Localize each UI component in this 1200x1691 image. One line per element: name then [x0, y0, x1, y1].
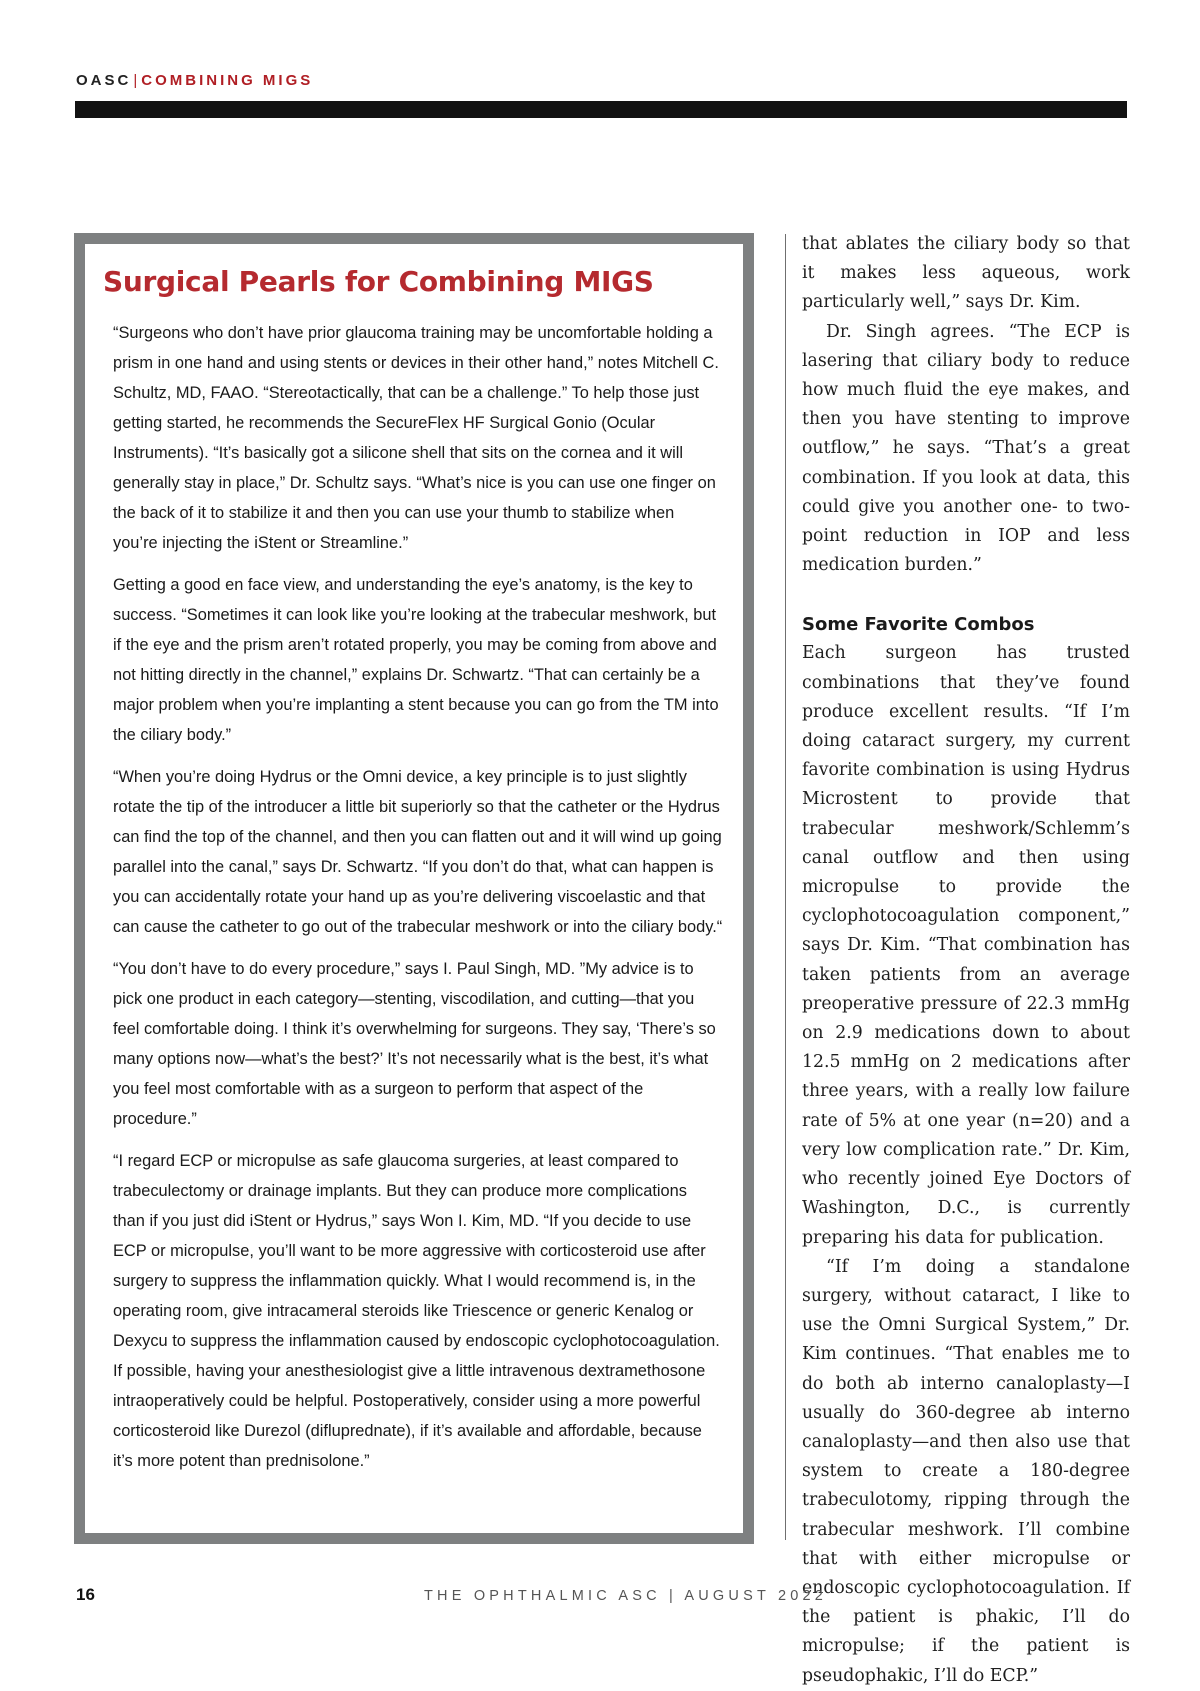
body-paragraph: Each surgeon has trusted combinations that they’ve found produce excellent results. “If I’m doing cataract surgery, my current favorite combination is using Hydrus Microstent to provide that trabecular meshwork/Schlemm’s canal outflow and then using micropulse to provide the cyclophotocoagulation component,” says Dr. Kim. “That combination has taken patients from an average preoperative pressure of 22.3 mmHg on 2.9 medications down to about 12.5 mmHg on 2 medications after three years, with a really low failure rate of 5% at one year (n=20) and a very low complication rate.” Dr. Kim, who recently joined Eye Doctors of Washington, D.C., is currently preparing his data for publication. — [802, 643, 1130, 1248]
sidebar-paragraph: “You don’t have to do every procedure,” says I. Paul Singh, MD. ”My advice is to pick one product in each category—stenting, viscodilation, and cutting—that you feel comfortable doing. I think it’s overwhelming for surgeons. They say, ‘There’s so many options now—what’s the best?’ It’s not necessarily what is the best, it’s what you feel most comfortable with as a surgeon to perform that aspect of the procedure.” — [113, 960, 716, 1128]
subhead: Some Favorite Combos — [802, 614, 1035, 636]
section-name: COMBINING MIGS — [141, 72, 314, 89]
footer-publication-name: THE OPHTHALMIC ASC — [424, 1588, 661, 1604]
sidebar-paragraph: “I regard ECP or micropulse as safe glaucoma surgeries, at least compared to trabeculectomy or drainage implants. But they can produce more complications than if you just did iStent or Hydrus,” says Won I. Kim, MD. “If you decide to use ECP or micropulse, you’ll want to be more aggressive with corticosteroid use after surgery to suppress the inflammation quickly. What I would recommend is, in the operating room, give intracameral steroids like Triescence or generic Kenalog or Dexycu to suppress the inflammation caused by endoscopic cyclophotocoagulation. If possible, having your anesthesiologist give a little intravenous dextramethosone intraoperatively could be helpful. Postoperatively, consider using a more powerful corticosteroid like Durezol (difluprednate), if it’s available and affordable, because it’s more potent than prednisolone.” — [113, 1152, 720, 1470]
sidebar-title: Surgical Pearls for Combining MIGS — [103, 265, 654, 298]
running-head — [76, 72, 313, 89]
sidebar-paragraph: “Surgeons who don’t have prior glaucoma training may be uncomfortable holding a prism in one hand and using stents or devices in their other hand,” notes Mitchell C. Schultz, MD, FAAO. “Stereotactically, that can be a challenge.” To help those just getting started, he recommends the SecureFlex HF Surgical Gonio (Ocular Instruments). “It’s basically got a silicone shell that sits on the cornea and it will generally stay in place,” Dr. Schultz says. “What’s nice is you can use one finger on the back of it to stabilize it and then you can use your thumb to stabilize when you’re injecting the iStent or Streamline.” — [113, 324, 719, 552]
body-paragraph: Dr. Singh agrees. “The ECP is lasering that ciliary body to reduce how much fluid the eye makes, and then you have stenting to improve outflow,” he says. “That’s a great combination. If you look at data, this could give you another one- to two-point reduction in IOP and less medication burden.” — [802, 321, 1130, 576]
footer-separator: | — [668, 1588, 677, 1604]
footer-issue: AUGUST 2022 — [684, 1588, 828, 1604]
page-number: 16 — [76, 1585, 95, 1604]
header-separator: | — [133, 72, 138, 89]
main-column — [802, 230, 1130, 1691]
footer-publication — [424, 1588, 827, 1604]
header-rule — [75, 101, 1127, 118]
column-divider — [785, 234, 786, 1540]
body-paragraph: “If I’m doing a standalone surgery, without cataract, I like to use the Omni Surgical System,” Dr. Kim continues. “That enables me to do both ab interno canaloplasty—I usually do 360-degree ab interno canaloplasty—and then also use that system to create a 180-degree trabeculotomy, ripping through the trabecular meshwork. I’ll combine that with either micropulse or endoscopic cyclophotocoagulation. If the patient is phakic, I’ll do micropulse; if the patient is pseudophakic, I’ll do ECP.” — [802, 1256, 1130, 1686]
sidebar-body — [113, 318, 723, 1488]
sidebar-paragraph: “When you’re doing Hydrus or the Omni device, a key principle is to just slightly rotate the tip of the introducer a little bit superiorly so that the catheter or the Hydrus can find the top of the channel, and then you can flatten out and it will wind up going parallel into the canal,” says Dr. Schwartz. “If you don’t do that, what can happen is you can accidentally rotate your hand up as you’re delivering viscoelastic and that can cause the catheter to go out of the trabecular meshwork or into the ciliary body.“ — [113, 768, 723, 936]
publication-abbrev: OASC — [76, 72, 132, 89]
sidebar-paragraph: Getting a good en face view, and understanding the eye’s anatomy, is the key to success. “Sometimes it can look like you’re looking at the trabecular meshwork, but if the eye and the prism aren’t rotated properly, you may be coming from above and not hitting directly in the channel,” explains Dr. Schwartz. “That can certainly be a major problem when you’re implanting a stent because you can go from the TM into the ciliary body.” — [113, 576, 719, 744]
body-paragraph: that ablates the ciliary body so that it makes less aqueous, work particularly well,” says Dr. Kim. — [802, 234, 1130, 313]
